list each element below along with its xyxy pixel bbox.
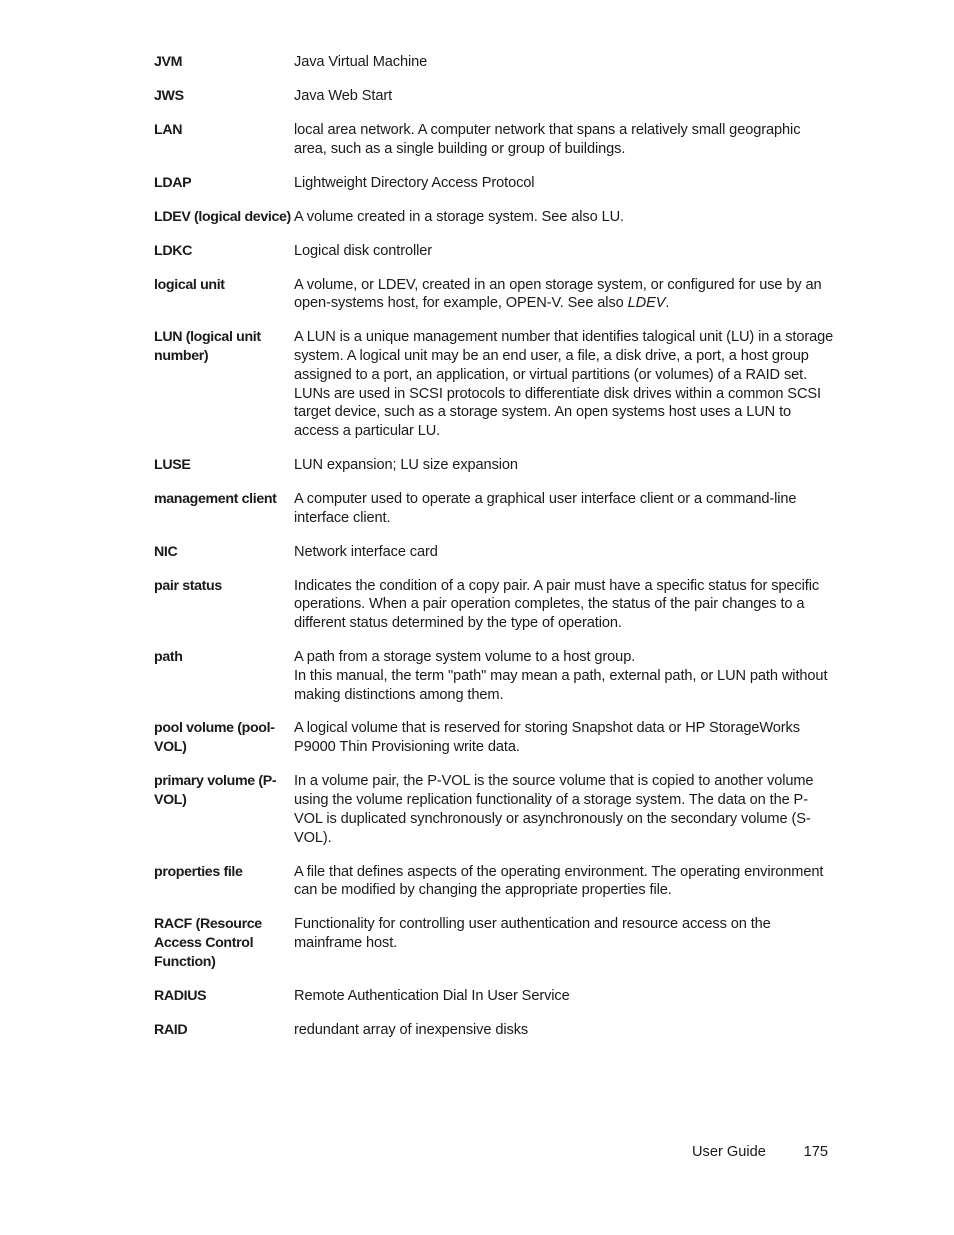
- glossary-entry: [154, 863, 834, 901]
- glossary-entry: [154, 648, 834, 704]
- definition-paragraph: redundant array of inexpensive disks: [294, 1022, 529, 1039]
- glossary-definition: [294, 490, 834, 528]
- glossary-entry: [154, 87, 834, 106]
- glossary-entry: [154, 987, 834, 1006]
- glossary-entry: [154, 577, 834, 633]
- definition-reference: LDEV: [627, 295, 666, 312]
- glossary-definition: [294, 87, 834, 106]
- glossary-list: [154, 53, 834, 1055]
- definition-paragraph: A file that defines aspects of the operating environment. The operating environment can be modified by changing the appropriate properties file.: [294, 863, 824, 899]
- definition-paragraph: Remote Authentication Dial In User Service: [294, 988, 570, 1005]
- glossary-term: LDKC: [154, 242, 193, 259]
- glossary-term: JWS: [154, 88, 184, 104]
- glossary-definition: [294, 53, 834, 72]
- definition-paragraph: LUN expansion; LU size expansion: [294, 456, 518, 473]
- glossary-term: RAID: [154, 1022, 188, 1039]
- definition-paragraph: In this manual, the term "path" may mean a path, external path, or LUN path without making distinctions among them.: [294, 667, 828, 703]
- definition-paragraph: Lightweight Directory Access Protocol: [294, 174, 535, 191]
- page-number: 175: [803, 1144, 828, 1160]
- glossary-definition: [294, 1021, 834, 1040]
- definition-paragraph: Logical disk controller: [294, 242, 433, 259]
- definition-paragraph: Indicates the condition of a copy pair. A pair must have a specific status for specific operations. When a pair operation completes, the status of the pair changes to a different status determined by the type of operation.: [294, 577, 820, 632]
- glossary-definition: [294, 915, 834, 972]
- glossary-term: LUSE: [154, 456, 191, 473]
- glossary-definition: [294, 328, 834, 441]
- glossary-entry: [154, 915, 834, 972]
- definition-tail: .: [665, 295, 670, 312]
- glossary-entry: [154, 1021, 834, 1040]
- definition-paragraph: A path from a storage system volume to a host group.: [294, 648, 636, 665]
- glossary-entry: [154, 242, 834, 261]
- glossary-term: pair status: [154, 577, 222, 594]
- definition-paragraph: [294, 276, 834, 314]
- glossary-definition: [294, 456, 834, 475]
- glossary-term: management client: [154, 490, 277, 507]
- glossary-definition: [294, 987, 834, 1006]
- definition-paragraph: LUNs are used in SCSI protocols to differentiate disk drives within a common SCSI target device, such as a storage system. An open systems host uses a LUN to access a particular LU.: [294, 385, 821, 440]
- glossary-definition: [294, 242, 834, 261]
- glossary-definition: [294, 174, 834, 193]
- glossary-term: LUN (logical unit number): [154, 329, 261, 365]
- glossary-definition: [294, 121, 834, 159]
- glossary-entry: [154, 53, 834, 72]
- glossary-entry: [154, 276, 834, 314]
- glossary-definition: [294, 719, 834, 757]
- page-footer: [692, 1143, 828, 1162]
- definition-paragraph: Network interface card: [294, 543, 438, 560]
- definition-paragraph: Functionality for controlling user authentication and resource access on the mainframe host.: [294, 916, 771, 951]
- definition-paragraph: A logical volume that is reserved for storing Snapshot data or HP StorageWorks P9000 Thin Provisioning write data.: [294, 720, 800, 756]
- glossary-term: LDAP: [154, 174, 192, 191]
- glossary-entry: [154, 719, 834, 757]
- glossary-entry: [154, 490, 834, 528]
- glossary-term: properties file: [154, 863, 243, 880]
- glossary-term: RADIUS: [154, 988, 207, 1005]
- glossary-term: primary volume (P-VOL): [154, 773, 277, 809]
- glossary-definition: [294, 543, 834, 562]
- glossary-entry: [154, 456, 834, 475]
- definition-paragraph: A computer used to operate a graphical user interface client or a command-line interface client.: [294, 490, 797, 526]
- glossary-definition: [294, 648, 834, 704]
- definition-paragraph: Java Web Start: [294, 88, 393, 104]
- glossary-definition: [294, 276, 834, 314]
- glossary-entry: [154, 543, 834, 562]
- glossary-definition: [294, 863, 834, 901]
- glossary-definition: [294, 772, 834, 847]
- glossary-term: pool volume (pool-VOL): [154, 720, 275, 756]
- definition-paragraph: A LUN is a unique management number that identifies talogical unit (LU) in a storage system. A logical unit may be an end user, a file, a disk drive, a port, a host group assigned to a port, an application, or virtual partitions (or volumes) of a RAID set.: [294, 329, 834, 383]
- glossary-entry: [154, 772, 834, 847]
- definition-paragraph: A volume created in a storage system. See also LU.: [294, 208, 625, 225]
- definition-text: A volume, or LDEV, created in an open storage system, or configured for use by an open-systems host, for example, OPEN-V. See also: [294, 276, 822, 312]
- glossary-term: NIC: [154, 543, 178, 560]
- glossary-term: LAN: [154, 122, 183, 138]
- glossary-entry: [154, 121, 834, 159]
- definition-paragraph: Java Virtual Machine: [294, 54, 428, 70]
- footer-doc-title: User Guide: [692, 1144, 766, 1160]
- definition-paragraph: local area network. A computer network that spans a relatively small geographic area, such as a single building or group of buildings.: [294, 122, 801, 157]
- glossary-term: logical unit: [154, 276, 225, 293]
- glossary-term: JVM: [154, 54, 183, 70]
- glossary-entry: [154, 328, 834, 441]
- glossary-term: LDEV (logical device): [154, 208, 291, 225]
- definition-paragraph: In a volume pair, the P-VOL is the source volume that is copied to another volume using the volume replication functionality of a storage system. The data on the P-VOL is duplicated synchronously or asynchronously on the secondary volume (S-VOL).: [294, 773, 814, 846]
- glossary-definition: [294, 577, 834, 633]
- glossary-definition: [294, 208, 834, 227]
- glossary-entry: [154, 174, 834, 193]
- glossary-entry: [154, 208, 834, 227]
- glossary-term: path: [154, 648, 183, 665]
- glossary-term: RACF (Resource Access Control Function): [154, 916, 262, 971]
